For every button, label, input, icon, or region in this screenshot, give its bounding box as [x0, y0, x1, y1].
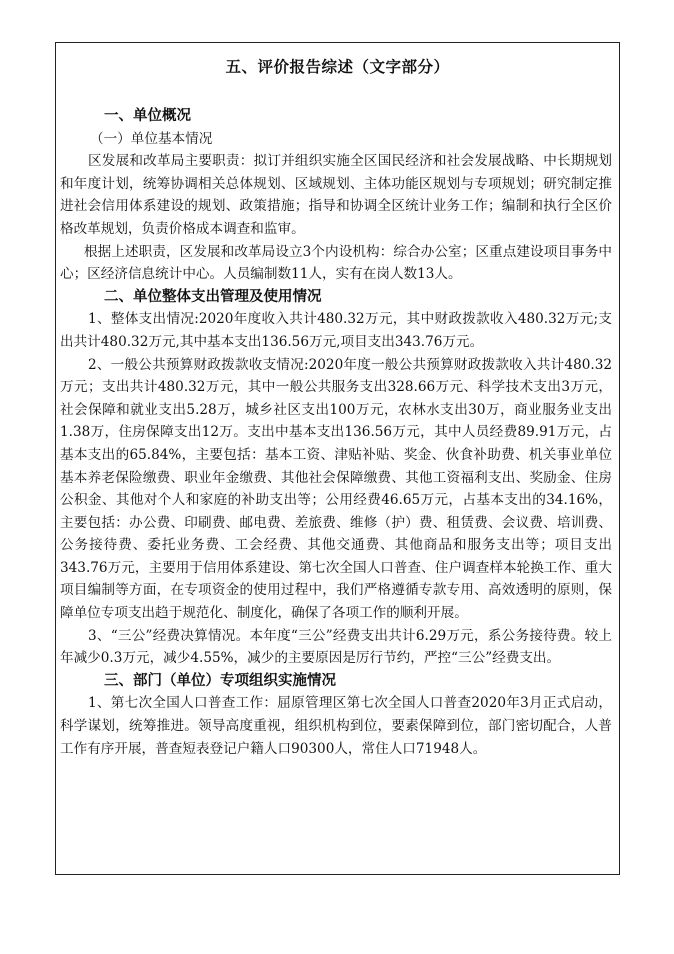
- report-body: [60, 103, 612, 760]
- report-title: 五、评价报告综述（文字部分）: [225, 58, 450, 76]
- section-heading-expenditure: 二、单位整体支出管理及使用情况: [104, 288, 322, 305]
- report-frame: [55, 42, 620, 875]
- paragraph-duties: 区发展和改革局主要职责：拟订并组织实施全区国民经济和社会发展战略、中长期规划和年度计划，统筹协调相关总体规划、区域规划、主体功能区规划与专项规划；研究制定推进社会信用体系建设的规划、政策措施；指导和协调全区统计业务工作；编制和执行全区价格改革规划，负责价格成本调查和监审。: [60, 153, 612, 237]
- section-heading-overview: 一、单位概况: [104, 108, 191, 124]
- paragraph-budget-expenditure: 2、一般公共预算财政拨款收支情况:2020年度一般公共预算财政拨款收入共计480.32万元；支出共计480.32万元，其中一般公共服务支出328.66万元、科学技术支出3万元，社会保障和就业支出5.28万，城乡社区支出100万元，农林水支出30万，商业服务业支出1.38万，住房保障支出12万。支出中基本支出136.56万元，其中人员经费89.91万元，占基本支出的65.84%，主要包括：基本工资、津贴补贴、奖金、伙食补助费、机关事业单位基本养老保险缴费、职业年金缴费、其他社会保障缴费、其他工资福利支出、奖励金、住房公积金、其他对个人和家庭的补助支出等；公用经费46.65万元，占基本支出的34.16%，主要包括：办公费、印刷费、邮电费、差旅费、维修（护）费、租赁费、会议费、培训费、公务接待费、委托业务费、工会经费、其他交通费、其他商品和服务支出等；项目支出343.76万元，主要用于信用体系建设、第七次全国人口普查、住户调查样本轮换工作、重大项目编制等方面，在专项资金的使用过程中，我们严格遵循专款专用、高效透明的原则，保障单位专项支出趋于规范化、制度化，确保了各项工作的顺利开展。: [60, 356, 612, 622]
- subheading-basic-info: （一）单位基本情况: [90, 130, 213, 147]
- paragraph-three-public-expenses: 3、“三公”经费决算情况。本年度“三公”经费支出共计6.29万元，系公务接待费。较上年减少0.3万元，减少4.55%，减少的主要原因是厉行节约，严控“三公”经费支出。: [60, 627, 612, 667]
- paragraph-organization: 根据上述职责，区发展和改革局设立3个内设机构：综合办公室；区重点建设项目事务中心；区经济信息统计中心。人员编制数11人，实有在岗人数13人。: [60, 243, 612, 283]
- paragraph-overall-expenditure: 1、整体支出情况:2020年度收入共计480.32万元，其中财政拨款收入480.32万元;支出共计480.32万元,其中基本支出136.56万元,项目支出343.76万元。: [60, 311, 612, 350]
- section-heading-special-projects: 三、部门（单位）专项组织实施情况: [104, 672, 336, 689]
- paragraph-census: 1、第七次全国人口普查工作：屈原管理区第七次全国人口普查2020年3月正式启动，科学谋划，统筹推进。领导高度重视，组织机构到位，要素保障到位，部门密切配合，人普工作有序开展，普查短表登记户籍人口90300人，常住人口71948人。: [60, 695, 612, 757]
